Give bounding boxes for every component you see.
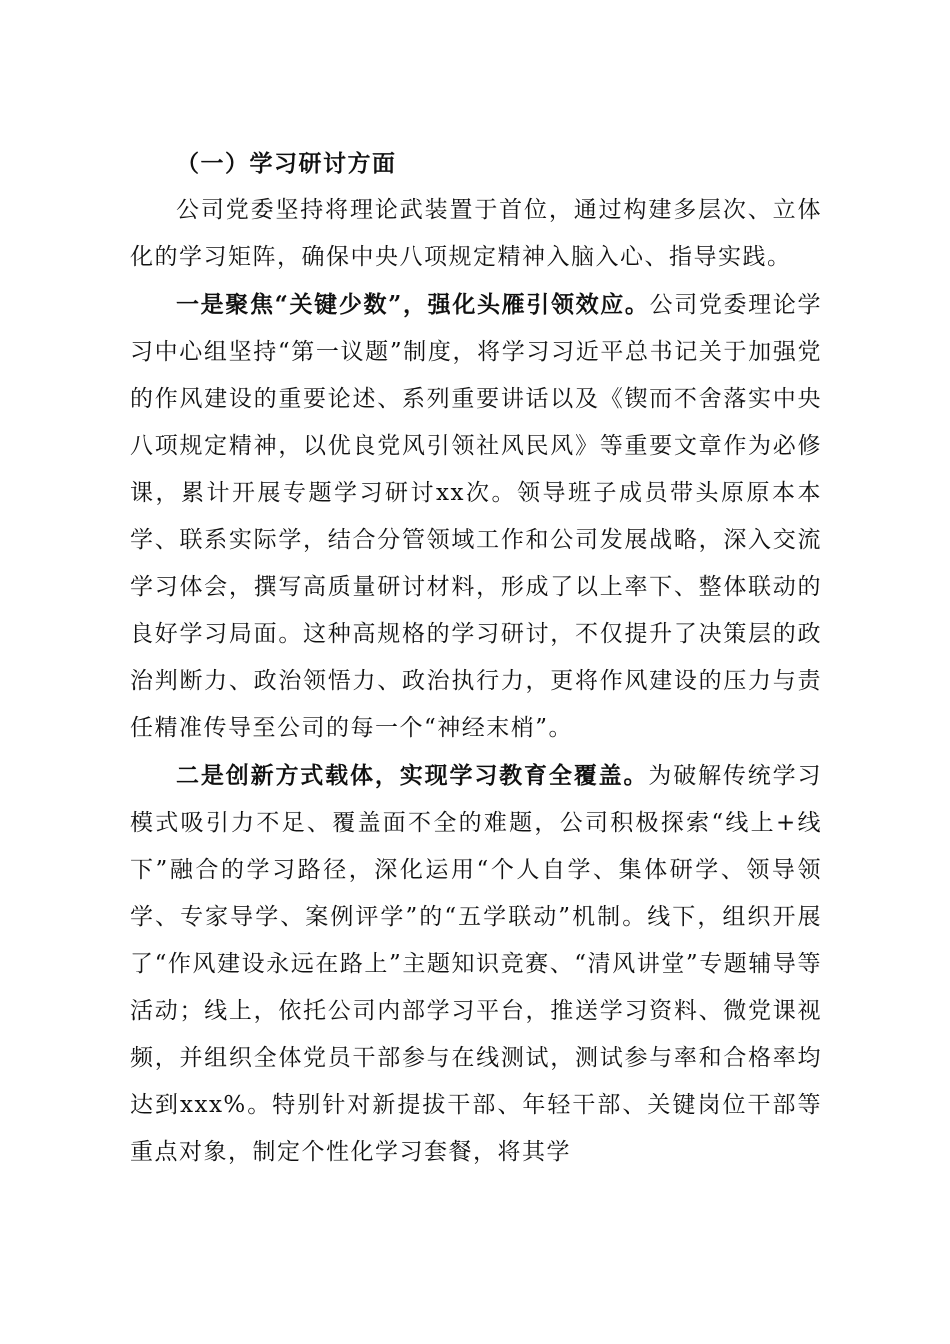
- section-heading: （一）学习研讨方面: [176, 150, 397, 177]
- paragraph-point-two: [130, 752, 822, 1176]
- paragraph-intro: [130, 187, 822, 281]
- paragraph-point-two-lead: 二是创新方式载体，实现学习教育全覆盖。: [176, 762, 649, 789]
- paragraph-point-one-lead: 一是聚焦“关键少数”，强化头雁引领效应。: [176, 291, 650, 318]
- paragraph-intro-body: 公司党委坚持将理论武装置于首位，通过构建多层次、立体化的学习矩阵，确保中央八项规定精神入脑入心、指导实践。: [130, 197, 822, 270]
- paragraph-point-one-body: 公司党委理论学习中心组坚持“第一议题”制度，将学习习近平总书记关于加强党的作风建设的重要论述、系列重要讲话以及《锲而不舍落实中央八项规定精神，以优良党风引领社风民风》等重要文章作为必修课，累计开展专题学习研讨xx次。领导班子成员带头原原本本学、联系实际学，结合分管领域工作和公司发展战略，深入交流学习体会，撰写高质量研讨材料，形成了以上率下、整体联动的良好学习局面。这种高规格的学习研讨，不仅提升了决策层的政治判断力、政治领悟力、政治执行力，更将作风建设的压力与责任精准传导至公司的每一个“神经末梢”。: [130, 292, 822, 741]
- paragraph-point-two-body: 为破解传统学习模式吸引力不足、覆盖面不全的难题，公司积极探索“线上+线下”融合的学习路径，深化运用“个人自学、集体研学、领导领学、专家导学、案例评学”的“五学联动”机制。线下，组织开展了“作风建设永远在路上”主题知识竞赛、“清风讲堂”专题辅导等活动；线上，依托公司内部学习平台，推送学习资料、微党课视频，并组织全体党员干部参与在线测试，测试参与率和合格率均达到xxx%。特别针对新提拔干部、年轻干部、关键岗位干部等重点对象，制定个性化学习套餐，将其学: [130, 763, 823, 1165]
- document-body: [130, 140, 822, 1176]
- paragraph-point-one: [130, 281, 822, 752]
